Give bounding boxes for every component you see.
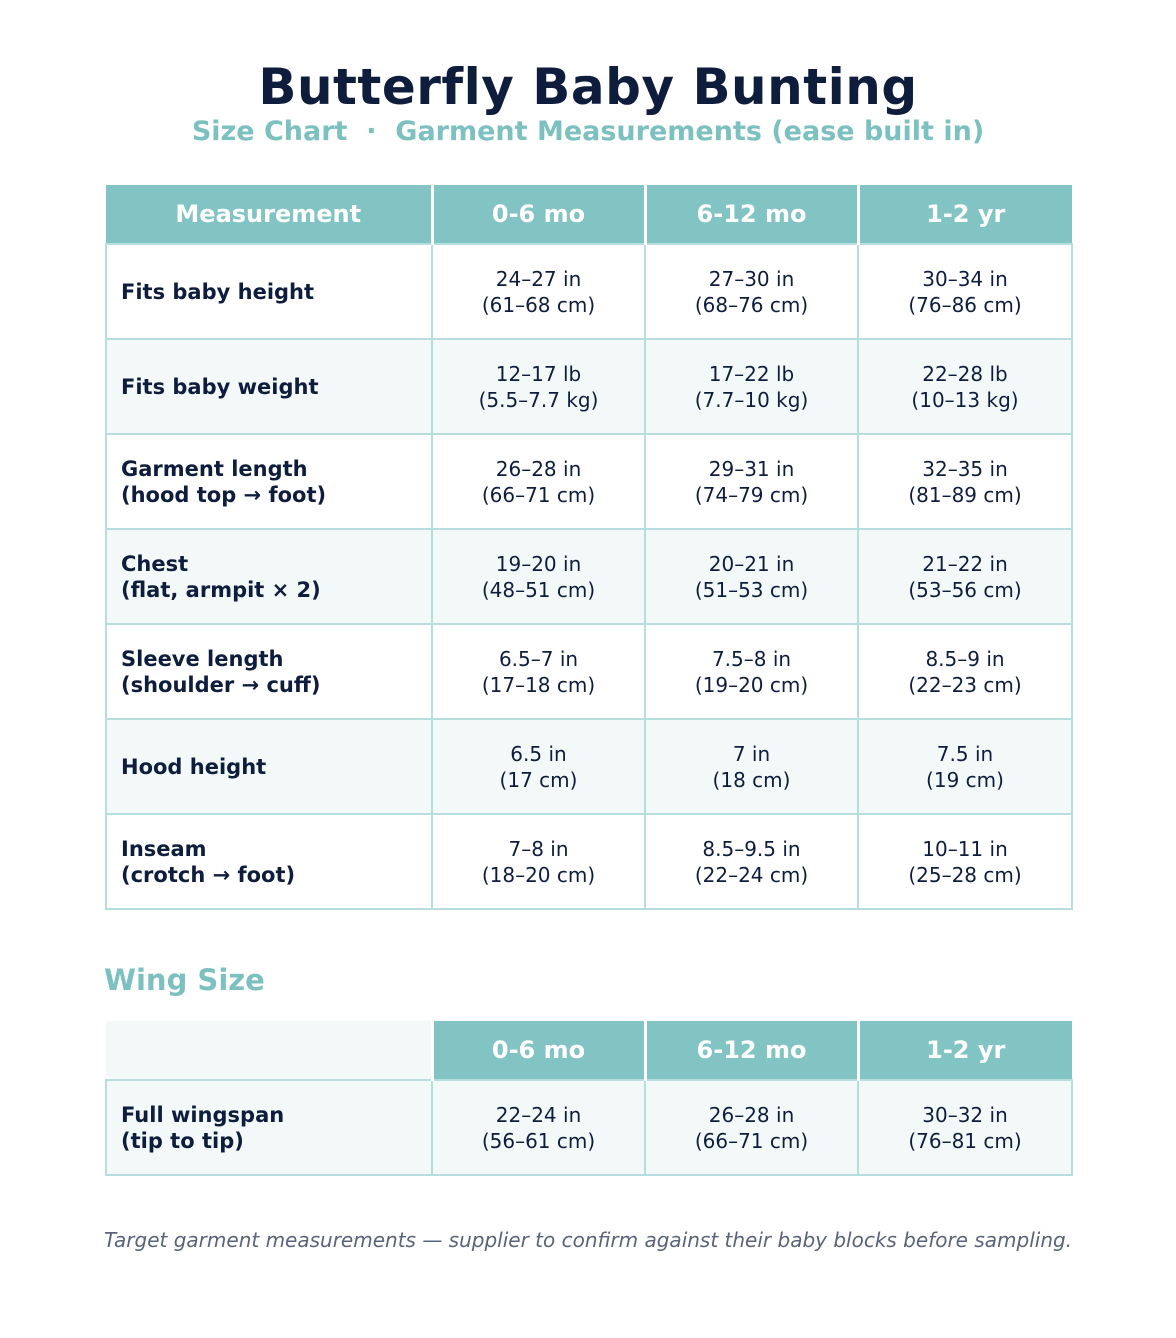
table-cell: 7.5 in (19 cm) [858,719,1072,814]
header-size-6-12-mo: 6-12 mo [645,185,858,244]
row-label: Hood height [106,719,432,814]
table-cell: 27–30 in (68–76 cm) [645,244,858,339]
table-cell: 30–34 in (76–86 cm) [858,244,1072,339]
table-row [106,244,1072,339]
header-measurement: Measurement [106,185,432,244]
table-row [106,434,1072,529]
page-title: Butterfly Baby Bunting [258,58,918,116]
table-cell: 8.5–9 in (22–23 cm) [858,624,1072,719]
table-cell: 10–11 in (25–28 cm) [858,814,1072,909]
table-cell: 12–17 lb (5.5–7.7 kg) [432,339,645,434]
table-row [106,719,1072,814]
row-label: Garment length (hood top → foot) [106,434,432,529]
table-row [106,1080,1072,1175]
table-cell: 29–31 in (74–79 cm) [645,434,858,529]
table-cell: 8.5–9.5 in (22–24 cm) [645,814,858,909]
header-size-0-6-mo: 0-6 mo [432,1021,645,1080]
table-row [106,339,1072,434]
wing-size-heading: Wing Size [104,963,265,997]
header-size-0-6-mo: 0-6 mo [432,185,645,244]
header-size-1-2-yr: 1-2 yr [858,1021,1072,1080]
table-row [106,814,1072,909]
table-cell: 17–22 lb (7.7–10 kg) [645,339,858,434]
table-row [106,624,1072,719]
table-cell: 7.5–8 in (19–20 cm) [645,624,858,719]
table-cell: 21–22 in (53–56 cm) [858,529,1072,624]
table-cell: 19–20 in (48–51 cm) [432,529,645,624]
row-label: Sleeve length (shoulder → cuff) [106,624,432,719]
table-cell: 7–8 in (18–20 cm) [432,814,645,909]
table-cell: 6.5 in (17 cm) [432,719,645,814]
table-cell: 6.5–7 in (17–18 cm) [432,624,645,719]
table-cell: 20–21 in (51–53 cm) [645,529,858,624]
row-label: Fits baby height [106,244,432,339]
size-chart-header-row [106,185,1072,244]
size-chart-table [105,185,1073,910]
row-label: Chest (flat, armpit × 2) [106,529,432,624]
table-cell: 22–28 lb (10–13 kg) [858,339,1072,434]
header-size-1-2-yr: 1-2 yr [858,185,1072,244]
row-label: Inseam (crotch → foot) [106,814,432,909]
row-label: Fits baby weight [106,339,432,434]
page-subtitle: Size Chart · Garment Measurements (ease built in) [191,116,985,147]
header-size-6-12-mo: 6-12 mo [645,1021,858,1080]
header-blank [106,1021,432,1080]
table-cell: 24–27 in (61–68 cm) [432,244,645,339]
footnote: Target garment measurements — supplier to confirm against their baby blocks before sampling. [103,1228,1073,1252]
wing-size-table [105,1021,1073,1176]
table-cell: 30–32 in (76–81 cm) [858,1080,1072,1175]
table-cell: 7 in (18 cm) [645,719,858,814]
table-row [106,529,1072,624]
row-label: Full wingspan (tip to tip) [106,1080,432,1175]
table-cell: 22–24 in (56–61 cm) [432,1080,645,1175]
table-cell: 26–28 in (66–71 cm) [432,434,645,529]
wing-size-header-row [106,1021,1072,1080]
table-cell: 32–35 in (81–89 cm) [858,434,1072,529]
table-cell: 26–28 in (66–71 cm) [645,1080,858,1175]
